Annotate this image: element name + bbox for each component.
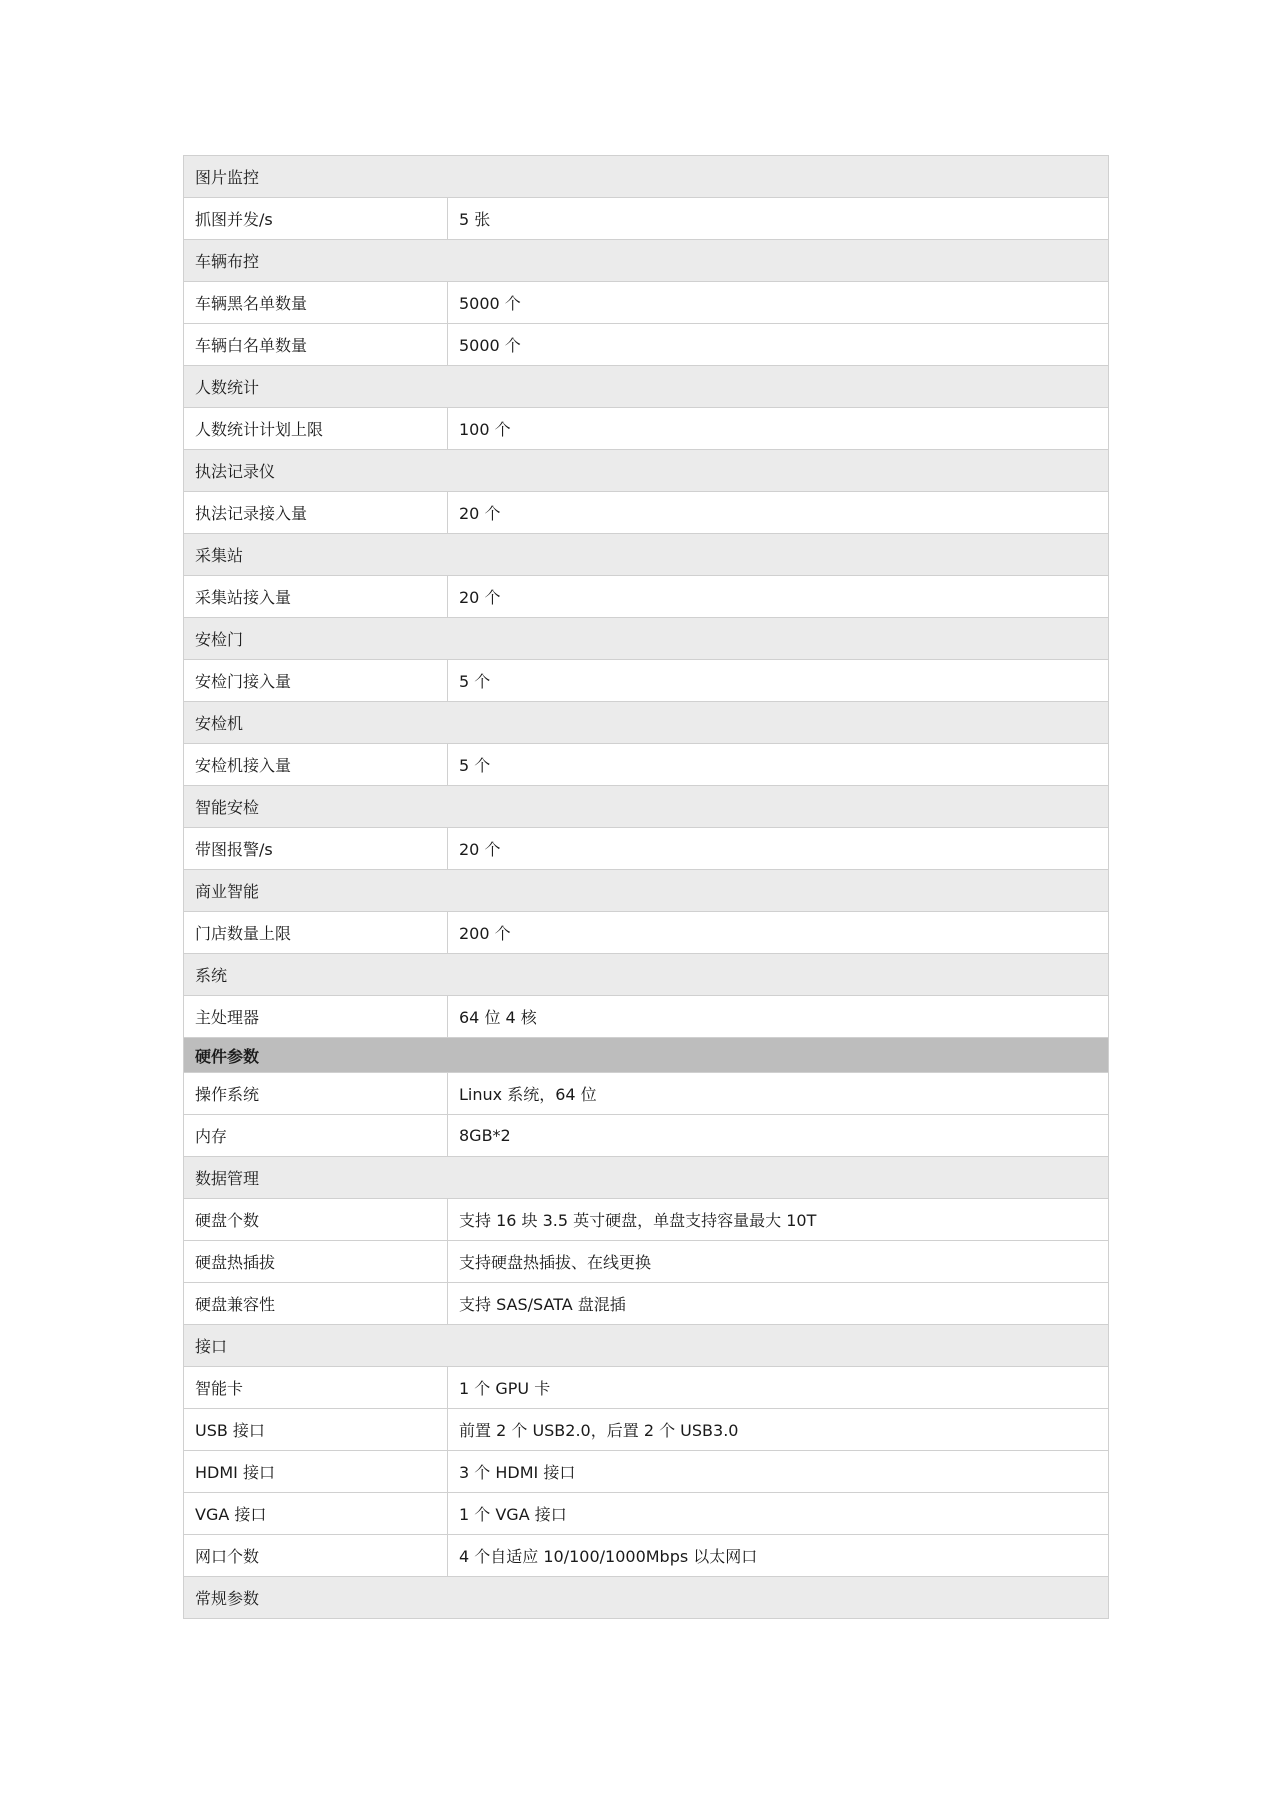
major-section-title: 硬件参数 xyxy=(184,1038,1109,1073)
spec-value: 支持硬盘热插拔、在线更换 xyxy=(448,1241,1109,1283)
section-title: 数据管理 xyxy=(184,1157,1109,1199)
spec-row xyxy=(184,1241,1109,1283)
spec-label: USB 接口 xyxy=(184,1409,448,1451)
spec-value: 20 个 xyxy=(448,828,1109,870)
section-title: 接口 xyxy=(184,1325,1109,1367)
section-title: 安检门 xyxy=(184,618,1109,660)
section-header-row xyxy=(184,450,1109,492)
spec-value: 5000 个 xyxy=(448,324,1109,366)
section-header-row xyxy=(184,1157,1109,1199)
spec-row xyxy=(184,1535,1109,1577)
spec-value: 5000 个 xyxy=(448,282,1109,324)
section-title: 系统 xyxy=(184,954,1109,996)
spec-value: 1 个 VGA 接口 xyxy=(448,1493,1109,1535)
spec-label: HDMI 接口 xyxy=(184,1451,448,1493)
spec-table-body xyxy=(184,156,1109,1619)
section-header-row xyxy=(184,870,1109,912)
spec-value: 支持 16 块 3.5 英寸硬盘，单盘支持容量最大 10T xyxy=(448,1199,1109,1241)
section-header-row xyxy=(184,1325,1109,1367)
spec-value: 4 个自适应 10/100/1000Mbps 以太网口 xyxy=(448,1535,1109,1577)
section-title: 商业智能 xyxy=(184,870,1109,912)
spec-label: 车辆黑名单数量 xyxy=(184,282,448,324)
spec-value: 5 个 xyxy=(448,660,1109,702)
spec-value: Linux 系统，64 位 xyxy=(448,1073,1109,1115)
section-title: 安检机 xyxy=(184,702,1109,744)
spec-label: 内存 xyxy=(184,1115,448,1157)
spec-row xyxy=(184,744,1109,786)
spec-label: 人数统计计划上限 xyxy=(184,408,448,450)
spec-label: 门店数量上限 xyxy=(184,912,448,954)
section-title: 人数统计 xyxy=(184,366,1109,408)
spec-label: 硬盘热插拔 xyxy=(184,1241,448,1283)
section-title: 图片监控 xyxy=(184,156,1109,198)
spec-label: 安检机接入量 xyxy=(184,744,448,786)
spec-row xyxy=(184,1493,1109,1535)
section-header-row xyxy=(184,366,1109,408)
spec-value: 支持 SAS/SATA 盘混插 xyxy=(448,1283,1109,1325)
spec-label: 安检门接入量 xyxy=(184,660,448,702)
spec-label: 车辆白名单数量 xyxy=(184,324,448,366)
section-header-row xyxy=(184,954,1109,996)
spec-value: 64 位 4 核 xyxy=(448,996,1109,1038)
section-title: 采集站 xyxy=(184,534,1109,576)
spec-value: 3 个 HDMI 接口 xyxy=(448,1451,1109,1493)
section-header-row xyxy=(184,156,1109,198)
spec-row xyxy=(184,1409,1109,1451)
spec-row xyxy=(184,576,1109,618)
section-title: 智能安检 xyxy=(184,786,1109,828)
spec-label: 主处理器 xyxy=(184,996,448,1038)
section-header-row xyxy=(184,618,1109,660)
spec-label: VGA 接口 xyxy=(184,1493,448,1535)
section-header-row xyxy=(184,1577,1109,1619)
spec-table xyxy=(183,155,1109,1619)
spec-label: 智能卡 xyxy=(184,1367,448,1409)
section-header-row xyxy=(184,240,1109,282)
spec-label: 抓图并发/s xyxy=(184,198,448,240)
spec-row xyxy=(184,1199,1109,1241)
spec-row xyxy=(184,1451,1109,1493)
spec-label: 硬盘兼容性 xyxy=(184,1283,448,1325)
spec-value: 8GB*2 xyxy=(448,1115,1109,1157)
section-header-row xyxy=(184,534,1109,576)
spec-row xyxy=(184,660,1109,702)
spec-row xyxy=(184,408,1109,450)
spec-row xyxy=(184,324,1109,366)
spec-label: 执法记录接入量 xyxy=(184,492,448,534)
spec-row xyxy=(184,912,1109,954)
spec-label: 操作系统 xyxy=(184,1073,448,1115)
spec-row xyxy=(184,1073,1109,1115)
spec-value: 200 个 xyxy=(448,912,1109,954)
section-title: 常规参数 xyxy=(184,1577,1109,1619)
spec-label: 硬盘个数 xyxy=(184,1199,448,1241)
spec-row xyxy=(184,282,1109,324)
spec-row xyxy=(184,1283,1109,1325)
spec-value: 5 个 xyxy=(448,744,1109,786)
spec-row xyxy=(184,1115,1109,1157)
spec-value: 前置 2 个 USB2.0，后置 2 个 USB3.0 xyxy=(448,1409,1109,1451)
spec-row xyxy=(184,996,1109,1038)
spec-value: 5 张 xyxy=(448,198,1109,240)
section-title: 车辆布控 xyxy=(184,240,1109,282)
spec-value: 1 个 GPU 卡 xyxy=(448,1367,1109,1409)
spec-label: 带图报警/s xyxy=(184,828,448,870)
spec-value: 20 个 xyxy=(448,492,1109,534)
spec-row xyxy=(184,198,1109,240)
major-section-row xyxy=(184,1038,1109,1073)
spec-value: 100 个 xyxy=(448,408,1109,450)
spec-row xyxy=(184,492,1109,534)
section-header-row xyxy=(184,702,1109,744)
section-header-row xyxy=(184,786,1109,828)
spec-label: 网口个数 xyxy=(184,1535,448,1577)
section-title: 执法记录仪 xyxy=(184,450,1109,492)
spec-row xyxy=(184,1367,1109,1409)
spec-value: 20 个 xyxy=(448,576,1109,618)
spec-label: 采集站接入量 xyxy=(184,576,448,618)
spec-row xyxy=(184,828,1109,870)
